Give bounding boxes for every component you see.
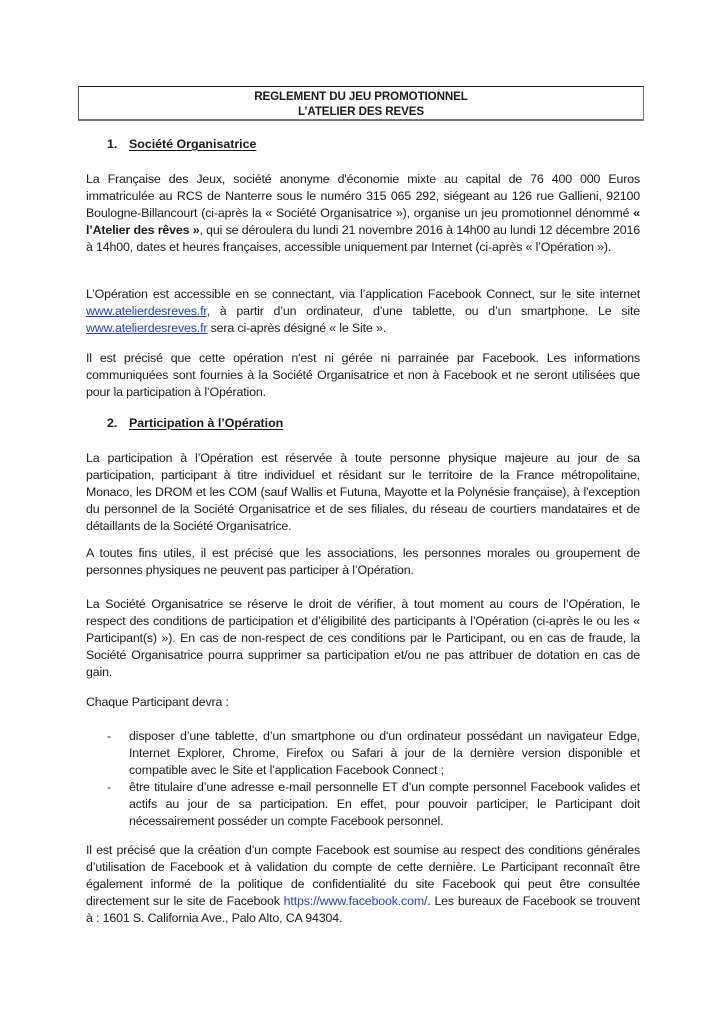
bullet-dash: - xyxy=(107,729,111,743)
text-run: Il est précisé que la création d’un compte Facebook est soumise au respect des conditions générales d’utilisation de Facebook et à validation du compte de cette dernière. Le Participant reconnaît être également informé de la politique de confidentialité du site Facebook qui peut être consultée directement sur le site de Facebook xyxy=(86,843,640,908)
section-1-heading xyxy=(107,136,256,153)
title-box xyxy=(78,86,644,121)
list-item-text: disposer d’une tablette, d’un smartphone ou d'un ordinateur possédant un navigateur Edge, Internet Explorer, Chrome, Firefox ou Safari à jour de la dernière version disponible et compatible avec le Site et l’application Facebook Connect ; xyxy=(129,729,640,777)
document-title: REGLEMENT DU JEU PROMOTIONNEL xyxy=(254,90,468,103)
operation-name: « l’Atelier des rêves » xyxy=(86,205,640,237)
list-item-text: être titulaire d’une adresse e-mail personnelle ET d’un compte personnel Facebook valides et actifs au jour de sa participation. En effet, pour pouvoir participer, le Participant doit nécessairement posséder un compte Facebook personnel. xyxy=(129,779,640,828)
paragraph-exclusions: A toutes fins utiles, il est précisé que les associations, les personnes morales ou groupement de personnes physiques ne peuvent pas participer à l’Opération. xyxy=(86,546,640,577)
text-run: sera ci-après désigné « le Site ». xyxy=(207,320,386,335)
facebook-link[interactable]: https://www.facebook.com/ xyxy=(283,893,428,908)
requirements-list xyxy=(86,728,640,829)
text-run: La Française des Jeux, société anonyme d'économie mixte au capital de 76 400 000 Euros immatriculée au RCS de Nanterre sous le numéro 315 065 292, siégeant au 126 rue Gallieni, 92100 Boulogne-Billancourt (ci-après la « Société Organisatrice »), organise un jeu promotionnel dénommé xyxy=(86,172,640,220)
paragraph-organizer xyxy=(86,171,640,256)
text-run: , qui se déroulera du lundi 21 novembre 2016 à 14h00 au lundi 12 décembre 2016 à 14h00, dates et heures françaises, accessible uniquement par Internet (ci-après « l’Opération »). xyxy=(86,222,640,254)
section-title: Société Organisatrice xyxy=(129,137,257,151)
document-subtitle: L’ATELIER DES REVES xyxy=(297,105,425,118)
site-link-1[interactable]: www.atelierdesreves.fr xyxy=(86,303,207,318)
list-item xyxy=(86,779,640,830)
section-2-heading xyxy=(107,415,283,432)
text-run: , à partir d’un ordinateur, d’une tablette, ou d’un smartphone. Le site xyxy=(206,303,640,318)
paragraph-access xyxy=(86,286,640,337)
bullet-dash: - xyxy=(107,779,111,794)
section-number: 2. xyxy=(107,416,118,430)
paragraph-facebook-disclaimer: Il est précisé que cette opération n'est ni gérée ni parrainée par Facebook. Les informations communiquées sont fournies à la Société Organisatrice et non à Facebook et ne seront utilisées que pour la participation à l’Opération. xyxy=(86,351,640,399)
paragraph-verification: La Société Organisatrice se réserve le droit de vérifier, à tout moment au cours de l’Opération, le respect des conditions de participation et d’éligibilité des participants à l’Opération (ci-après le ou les « Participant(s) »). En cas de non-respect de ces conditions par le Participant, ou en cas de fraude, la Société Organisatrice pourra supprimer sa participation et/ou ne pas attribuer de dotation en cas de gain. xyxy=(86,597,640,679)
paragraph-eligibility: La participation à l’Opération est réservée à toute personne physique majeure au jour de sa participation, participant à titre individuel et résidant sur le territoire de la France métropolitaine, Monaco, les DROM et les COM (sauf Wallis et Futuna, Mayotte et la Polynésie française), à l'exception du personnel de la Société Organisatrice et de ses filiales, du réseau de courtiers mandataires et de détaillants de la Société Organisatrice. xyxy=(86,451,640,533)
text-run: L’Opération est accessible en se connectant, via l’application Facebook Connect, sur le site internet xyxy=(86,287,640,301)
section-title: Participation à l’Opération xyxy=(129,416,284,430)
paragraph-requirements-intro: Chaque Participant devra : xyxy=(86,695,229,709)
list-item xyxy=(86,728,640,779)
paragraph-facebook-account xyxy=(86,842,640,927)
site-link-2[interactable]: www.atelierdesreves.fr xyxy=(86,320,208,335)
text-run: . Les bureaux de Facebook se trouvent à : 1601 S. California Ave., Palo Alto, CA 94304. xyxy=(86,893,640,925)
section-number: 1. xyxy=(107,137,118,151)
